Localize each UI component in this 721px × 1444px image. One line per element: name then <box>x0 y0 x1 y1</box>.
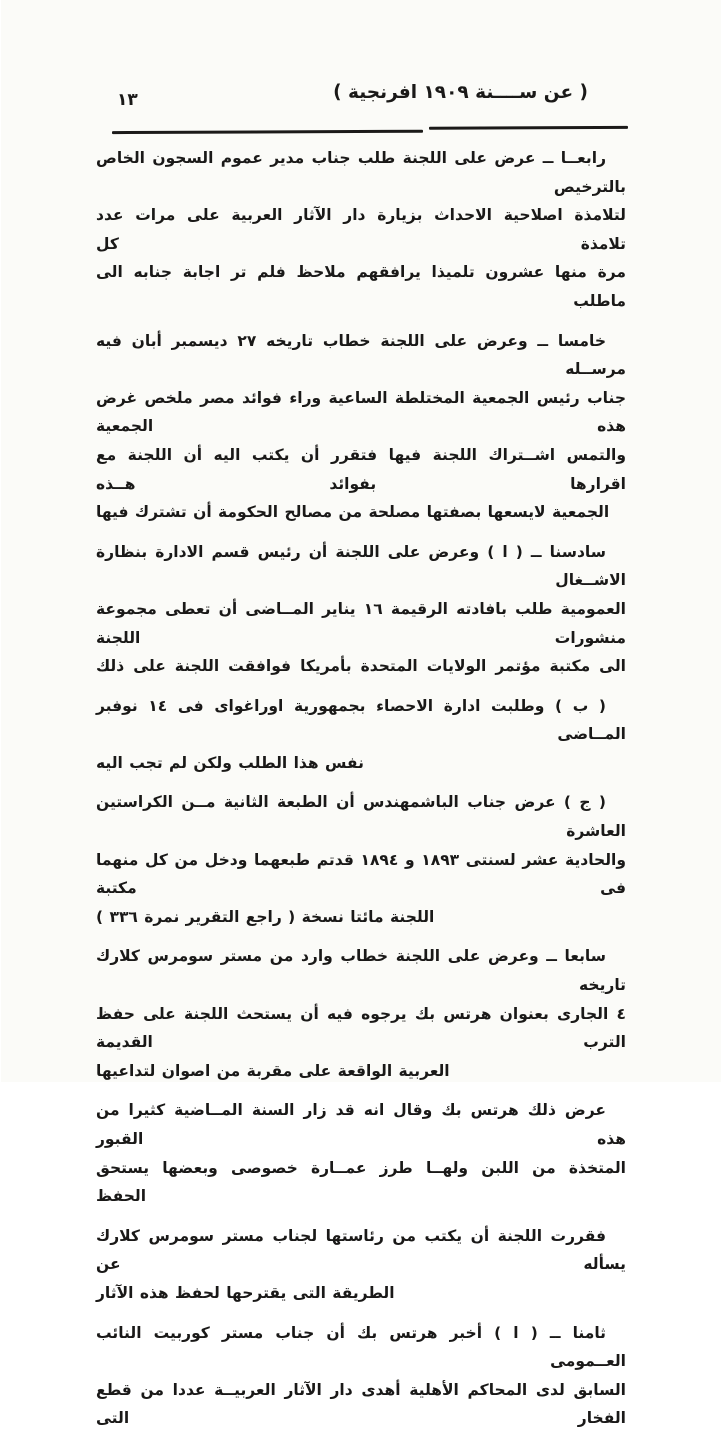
text-line: خامسا ــ وعرض على اللجنة خطاب تاريخه ٢٧ ديسمبر أبان فيه مرســله <box>96 331 626 379</box>
page-header-title: ( عن ســــنة ١٩٠٩ افرنجية ) <box>333 82 588 103</box>
text-line: السابق لدى المحاكم الأهلية أهدى دار الآثار العربيــة عددا من قطع الفخار التى <box>96 1380 626 1428</box>
page-number: ١٣ <box>117 90 138 110</box>
paragraph <box>96 538 626 681</box>
text-line: سابعا ــ وعرض على اللجنة خطاب وارد من مستر سومرس كلارك تاريخه <box>96 947 626 995</box>
paragraph <box>96 788 626 931</box>
text-line: العربية الواقعة على مقربة من اصوان لتداعيها <box>96 1061 450 1080</box>
paragraph <box>96 942 626 1085</box>
text-line: اللجنة مائتا نسخة ( راجع التقرير نمرة ٣٣٦ ) <box>96 907 435 926</box>
text-line: المتخذة من اللبن ولهــا طرز عمــارة خصوصى وبعضها يستحق الحفظ <box>96 1158 626 1206</box>
header-divider-right-segment <box>429 126 628 129</box>
paragraph <box>96 1222 626 1308</box>
text-line: ( ب ) وطلبت ادارة الاحصاء بجمهورية اوراغواى فى ١٤ نوفبر المــاضى <box>96 696 626 744</box>
text-line: ٤ الجارى بعنوان هرتس بك يرجوه فيه أن يستحث اللجنة على حفظ الترب القديمة <box>96 1004 626 1052</box>
paragraph <box>96 144 626 316</box>
text-line: الجمعية لايسعها بصفتها مصلحة من مصالح الحكومة أن تشترك فيها <box>96 503 610 522</box>
text-line: الطريقة التى يقترحها لحفظ هذه الآثار <box>96 1283 395 1302</box>
text-line: نفس هذا الطلب ولكن لم تجب اليه <box>96 753 364 772</box>
text-line: فقررت اللجنة أن يكتب من رئاستها لجناب مستر سومرس كلارك يسأله عن <box>96 1226 626 1274</box>
header-divider-left-segment <box>112 130 423 134</box>
text-line: لتلامذة اصلاحية الاحداث بزيارة دار الآثار العربية على مرات عدد تلامذة كل <box>96 206 626 253</box>
paragraph <box>96 1319 626 1433</box>
text-line: العمومية طلب بافادته الرقيمة ١٦ يناير المــاضى أن تعطى مجموعة منشورات اللجنة <box>96 599 626 647</box>
paragraph <box>96 692 626 778</box>
paragraph <box>96 327 626 527</box>
scanned-document-page <box>1 0 721 1428</box>
text-line: الى مكتبة مؤتمر الولايات المتحدة بأمريكا فوافقت اللجنة على ذلك <box>96 657 626 676</box>
text-line: ثامنا ــ ( ا ) أخبر هرتس بك أن جناب مستر كوربيت النائب العــمومى <box>96 1323 626 1371</box>
text-line: ( ج ) عرض جناب الباشمهندس أن الطبعة الثانية مــن الكراستين العاشرة <box>96 793 626 841</box>
text-line: عرض ذلك هرتس بك وقال انه قد زار السنة المــاضية كثيرا من هذه القبور <box>96 1101 626 1148</box>
paragraph <box>96 1096 626 1210</box>
text-line: مرة منها عشرون تلميذا يرافقهم ملاحظ فلم تر اجابة جنابه الى ماطلب <box>96 263 626 310</box>
document-body <box>96 144 626 1444</box>
text-line: والتمس اشــتراك اللجنة فيها فتقرر أن يكتب اليه أن اللجنة مع اقرارها بفوائد هــذه <box>96 445 626 493</box>
text-line: والحادية عشر لسنتى ١٨٩٣ و ١٨٩٤ قدتم طبعهما ودخل من كل منهما فى مكتبة <box>96 850 626 898</box>
text-line: سادسنا ــ ( ا ) وعرض على اللجنة أن رئيس قسم الادارة بنظارة الاشــغال <box>96 542 626 590</box>
text-line: جناب رئيس الجمعية المختلطة الساعية وراء فوائد مصر ملخص غرض هذه الجمعية <box>96 388 626 436</box>
text-line: رابعــا ــ عرض على اللجنة طلب جناب مدير عموم السجون الخاص بالترخيص <box>96 149 626 196</box>
